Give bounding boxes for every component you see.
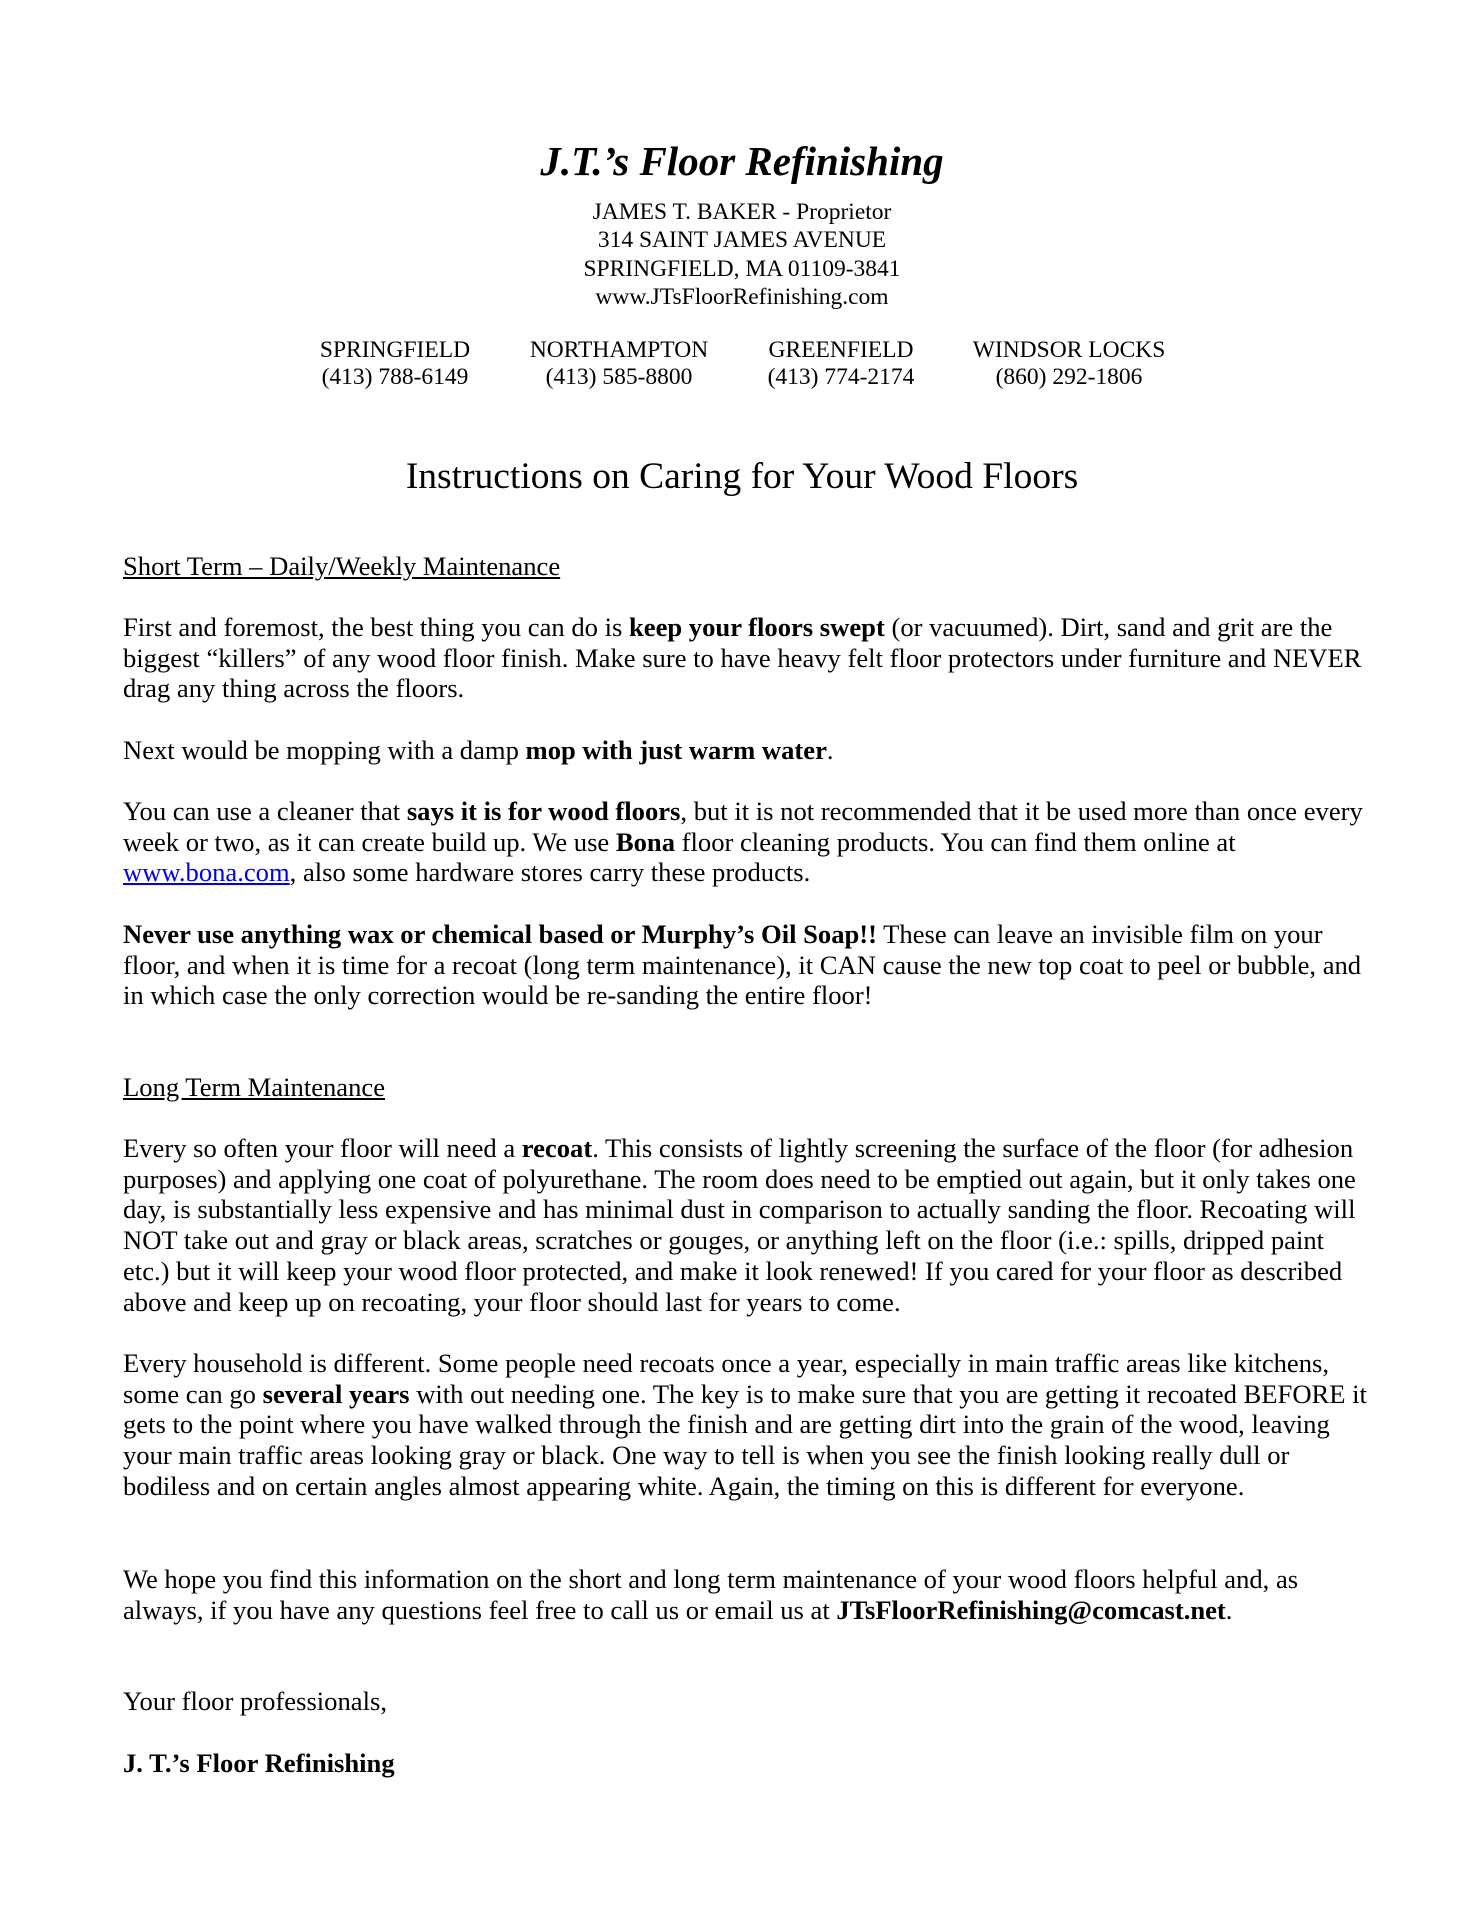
office-phone: (413) 788-6149: [321, 363, 469, 390]
paragraph: [123, 919, 1373, 1011]
office-city: WINDSOR LOCKS: [972, 337, 1166, 363]
paragraph: [123, 1133, 1373, 1317]
text: You can use a cleaner that: [123, 796, 407, 826]
paragraph: [123, 735, 1373, 766]
text: These can leave an invisible film on your floor, and when it is time for a recoat (long term maintenance), it CAN cause the new top coat to peel or bubble, and in which case the only correction would be re-sanding the entire floor!: [123, 919, 1362, 1011]
bold-text: keep your floors swept: [628, 612, 885, 642]
text: Every household is different. Some people need recoats once a year, especially in main traffic areas like kitchens, some can go: [123, 1348, 1330, 1409]
text: Next would be mopping with a damp: [123, 735, 526, 765]
office-city: GREENFIELD: [768, 337, 914, 363]
office-phone: (860) 292-1806: [995, 363, 1143, 390]
bold-text: recoat: [521, 1133, 593, 1163]
bold-text: Never use anything wax or chemical based or Murphy’s Oil Soap!!: [123, 919, 877, 949]
office-northampton: [489, 337, 749, 390]
city-line: SPRINGFIELD, MA 01109-3841: [583, 255, 901, 282]
text: .: [1225, 1594, 1233, 1625]
bold-text: JTsFloorRefinishing@comcast.net: [836, 1594, 1226, 1625]
office-windsor-locks: [939, 337, 1199, 390]
paragraph: [123, 612, 1373, 704]
text: We hope you find this information on the short and long term maintenance of your wood floors helpful and, as always, if you have any questions feel free to call us or email us at: [123, 1564, 1299, 1625]
paragraph: [123, 1348, 1373, 1502]
closing: Your floor professionals,: [123, 1686, 387, 1716]
office-phone: (413) 774-2174: [767, 363, 915, 390]
text: , also some hardware stores carry these products.: [289, 857, 811, 888]
text: with out needing one. The key is to make sure that you are getting it recoated BEFORE it gets to the point where you have walked through the finish and are getting dirt into the grain of the wood, leaving your main traffic areas looking gray or black. One way to tell is when you see the finish looking really dull or bodiless and on certain angles almost appearing white. Again, the timing on this is different for everyone.: [123, 1378, 1367, 1501]
office-city: SPRINGFIELD: [319, 337, 471, 363]
street-line: 314 SAINT JAMES AVENUE: [597, 227, 887, 254]
bona-link[interactable]: www.bona.com: [123, 857, 290, 888]
paragraph: [123, 796, 1373, 888]
text: (or vacuumed). Dirt, sand and grit are the biggest “killers” of any wood floor finish. Make sure to have heavy felt floor protectors under furniture and NEVER drag any thing across the floors.: [123, 612, 1362, 704]
bold-text: mop with just warm water: [525, 735, 827, 765]
text: floor cleaning products. You can find them online at: [675, 826, 1236, 857]
document-title: Instructions on Caring for Your Wood Floors: [405, 456, 1079, 497]
proprietor-line: JAMES T. BAKER - Proprietor: [592, 199, 892, 225]
signature: J. T.’s Floor Refinishing: [123, 1748, 395, 1778]
bold-text: says it is for wood floors: [406, 796, 681, 826]
text: First and foremost, the best thing you can do is: [123, 612, 629, 642]
bold-text: several years: [262, 1378, 410, 1409]
paragraph: [123, 1564, 1373, 1625]
company-address: [0, 198, 1484, 311]
short-term-heading: Short Term – Daily/Weekly Maintenance: [123, 551, 561, 581]
bold-text: Bona: [615, 826, 676, 857]
text: , but it is not recommended that it be used more than once every week or two, as it can create build up. We use: [123, 796, 1363, 857]
long-term-heading: Long Term Maintenance: [123, 1072, 386, 1102]
website-line: www.JTsFloorRefinishing.com: [595, 283, 889, 310]
office-city: NORTHAMPTON: [529, 337, 709, 363]
office-greenfield: [711, 337, 971, 390]
text: .: [826, 735, 834, 765]
company-name: J.T.’s Floor Refinishing: [540, 138, 944, 184]
office-springfield: [265, 337, 525, 390]
text: . This consists of lightly screening the surface of the floor (for adhesion purposes) and applying one coat of polyurethane. The room does need to be emptied out again, but it only takes one day, is substantially less expensive and has minimal dust in comparison to actually sanding the floor. Recoating will NOT take out and gray or black areas, scratches or gouges, or anything left on the floor (i.e.: spills, dripped paint etc.) but it will keep your wood floor protected, and make it look renewed! If you cared for your floor as described above and keep up on recoating, your floor should last for years to come.: [123, 1133, 1356, 1317]
text: Every so often your floor will need a: [123, 1133, 522, 1163]
office-phone: (413) 585-8800: [545, 363, 693, 390]
